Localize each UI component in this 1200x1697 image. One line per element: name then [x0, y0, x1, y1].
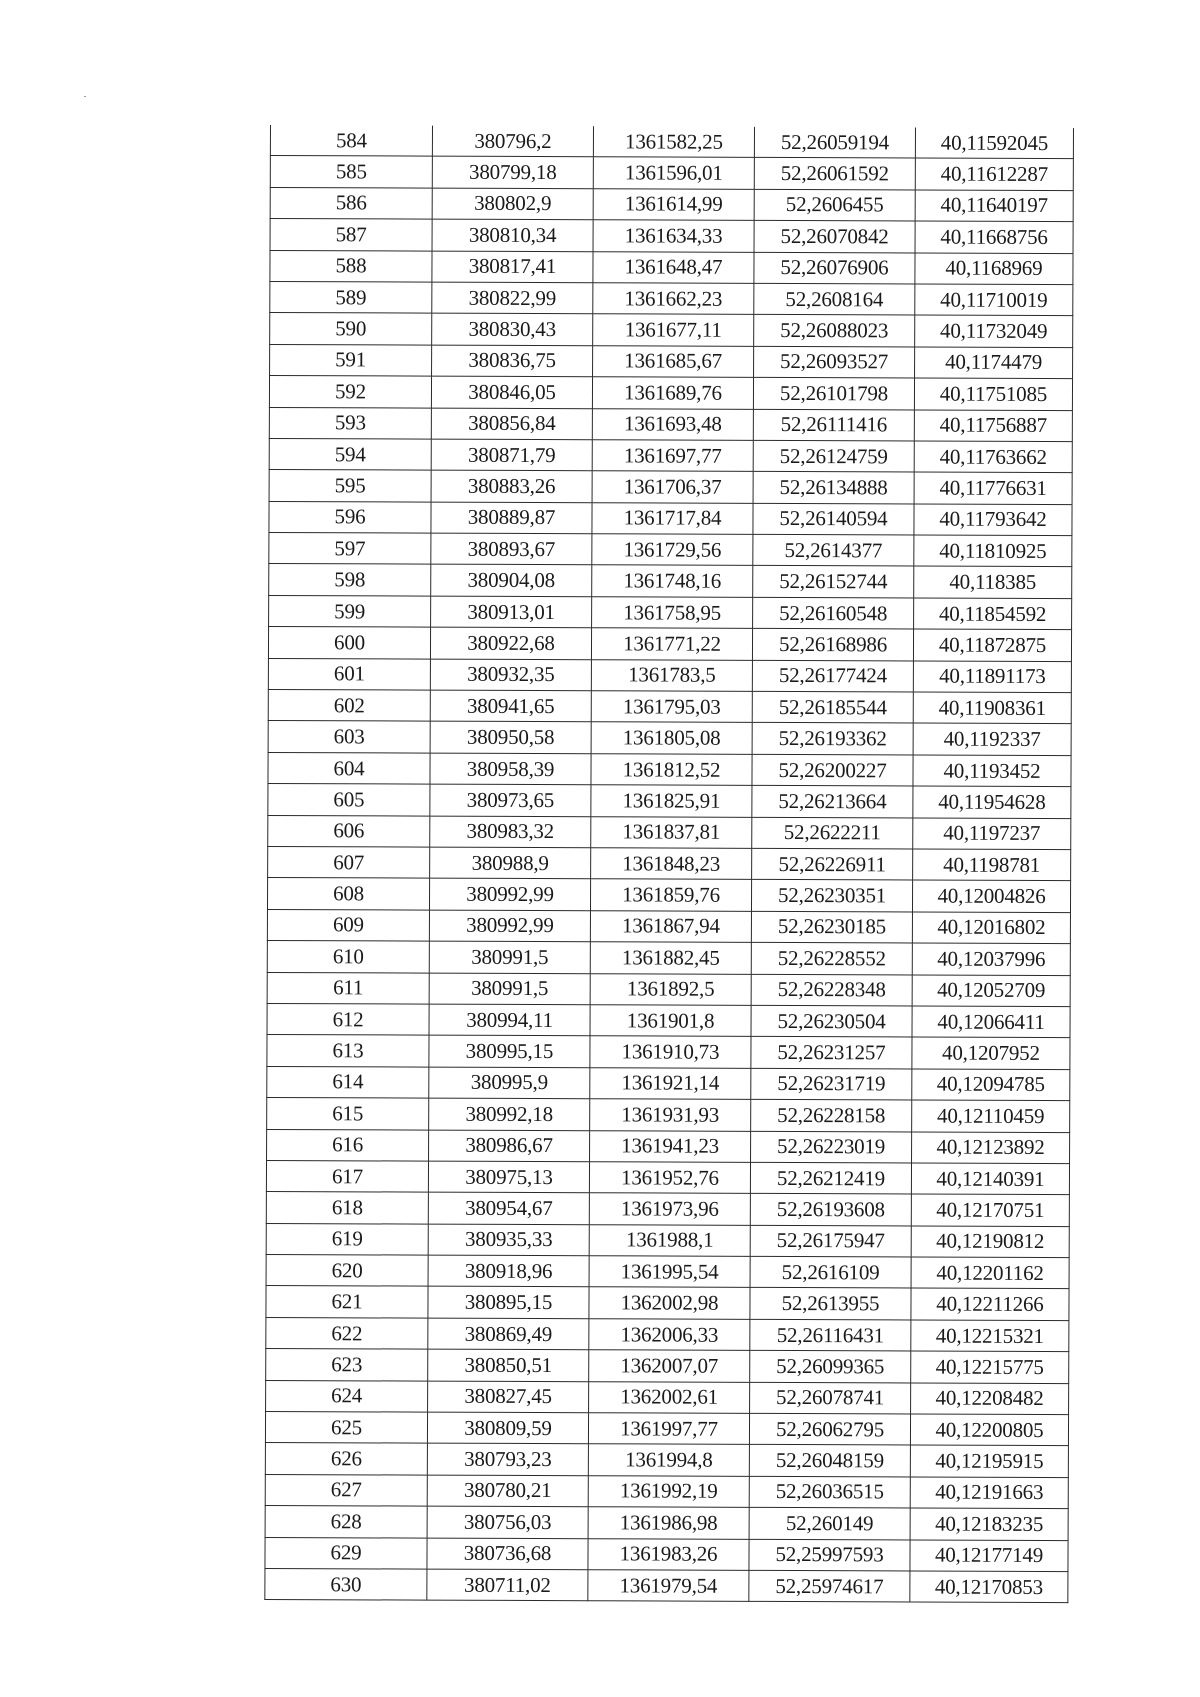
point-number-cell: 621: [266, 1286, 428, 1318]
table-row: [268, 846, 1071, 880]
latitude-cell: 52,26061592: [754, 158, 915, 190]
x-coordinate-cell: 380780,21: [427, 1475, 588, 1507]
x-coordinate-cell: 380983,32: [430, 816, 591, 848]
table-row: [266, 1160, 1069, 1194]
point-number-cell: 605: [268, 784, 430, 816]
point-number-cell: 597: [269, 533, 431, 565]
y-coordinate-cell: 1361995,54: [589, 1256, 750, 1288]
point-number-cell: 619: [266, 1223, 428, 1255]
x-coordinate-cell: 380932,35: [430, 659, 591, 691]
table-row: [266, 1255, 1069, 1289]
latitude-cell: 52,26101798: [753, 377, 914, 409]
point-number-cell: 616: [267, 1129, 429, 1161]
x-coordinate-cell: 380913,01: [431, 596, 592, 628]
table-row: [265, 1443, 1068, 1477]
table-row: [268, 752, 1071, 786]
y-coordinate-cell: 1361748,16: [592, 565, 753, 597]
x-coordinate-cell: 380802,9: [432, 188, 593, 220]
point-number-cell: 584: [270, 125, 432, 157]
longitude-cell: 40,11732049: [915, 315, 1073, 347]
longitude-cell: 40,11891173: [913, 661, 1071, 693]
longitude-cell: 40,11763662: [914, 441, 1072, 473]
longitude-cell: 40,118385: [914, 566, 1072, 598]
latitude-cell: 52,25997593: [749, 1539, 910, 1571]
x-coordinate-cell: 380994,11: [429, 1004, 590, 1036]
y-coordinate-cell: 1361941,23: [590, 1130, 751, 1162]
table-row: [268, 690, 1071, 724]
y-coordinate-cell: 1361867,94: [590, 911, 751, 943]
latitude-cell: 52,26140594: [753, 503, 914, 535]
y-coordinate-cell: 1361882,45: [590, 942, 751, 974]
y-coordinate-cell: 1361634,33: [593, 220, 754, 252]
longitude-cell: 40,11751085: [914, 378, 1072, 410]
x-coordinate-cell: 380889,87: [431, 502, 592, 534]
latitude-cell: 52,26231719: [751, 1068, 912, 1100]
y-coordinate-cell: 1361859,76: [590, 879, 751, 911]
latitude-cell: 52,26059194: [754, 127, 915, 159]
latitude-cell: 52,26168986: [752, 629, 913, 661]
point-number-cell: 611: [267, 972, 429, 1004]
x-coordinate-cell: 380893,67: [431, 533, 592, 565]
longitude-cell: 40,12170751: [911, 1194, 1069, 1226]
y-coordinate-cell: 1362002,61: [589, 1381, 750, 1413]
table-row: [267, 972, 1070, 1006]
x-coordinate-cell: 380822,99: [432, 282, 593, 314]
longitude-cell: 40,11810925: [914, 535, 1072, 567]
latitude-cell: 52,26062795: [749, 1413, 910, 1445]
latitude-cell: 52,2606455: [754, 189, 915, 221]
point-number-cell: 612: [267, 1003, 429, 1035]
point-number-cell: 600: [268, 627, 430, 659]
x-coordinate-cell: 380846,05: [431, 376, 592, 408]
point-number-cell: 613: [267, 1035, 429, 1067]
coordinates-table: [264, 125, 1074, 1603]
table-row: [269, 564, 1072, 598]
point-number-cell: 629: [265, 1537, 427, 1569]
y-coordinate-cell: 1361892,5: [590, 973, 751, 1005]
latitude-cell: 52,26200227: [752, 754, 913, 786]
x-coordinate-cell: 380995,15: [429, 1035, 590, 1067]
table-row: [265, 1474, 1068, 1508]
y-coordinate-cell: 1361979,54: [588, 1570, 749, 1602]
table-row: [268, 815, 1071, 849]
y-coordinate-cell: 1362007,07: [589, 1350, 750, 1382]
longitude-cell: 40,11668756: [915, 221, 1073, 253]
x-coordinate-cell: 380992,99: [429, 878, 590, 910]
point-number-cell: 628: [265, 1506, 427, 1538]
y-coordinate-cell: 1361921,14: [590, 1067, 751, 1099]
longitude-cell: 40,12195915: [910, 1445, 1068, 1477]
latitude-cell: 52,26048159: [749, 1445, 910, 1477]
longitude-cell: 40,12211266: [911, 1288, 1069, 1320]
y-coordinate-cell: 1361973,96: [589, 1193, 750, 1225]
table-row: [266, 1380, 1069, 1414]
y-coordinate-cell: 1361582,25: [593, 126, 754, 158]
table-row: [267, 1098, 1070, 1132]
table-row: [265, 1537, 1068, 1571]
x-coordinate-cell: 380991,5: [429, 941, 590, 973]
x-coordinate-cell: 380895,15: [428, 1287, 589, 1319]
point-number-cell: 587: [270, 219, 432, 251]
longitude-cell: 40,12140391: [911, 1163, 1069, 1195]
point-number-cell: 589: [270, 281, 432, 313]
table-row: [267, 1035, 1070, 1069]
y-coordinate-cell: 1361677,11: [593, 314, 754, 346]
longitude-cell: 40,11793642: [914, 504, 1072, 536]
x-coordinate-cell: 380988,9: [430, 847, 591, 879]
table-row: [265, 1506, 1068, 1540]
point-number-cell: 625: [265, 1412, 427, 1444]
point-number-cell: 617: [266, 1160, 428, 1192]
y-coordinate-cell: 1362006,33: [589, 1319, 750, 1351]
longitude-cell: 40,12170853: [910, 1571, 1068, 1603]
table-row: [267, 1066, 1070, 1100]
latitude-cell: 52,2622211: [752, 817, 913, 849]
longitude-cell: 40,11640197: [915, 190, 1073, 222]
y-coordinate-cell: 1361910,73: [590, 1036, 751, 1068]
y-coordinate-cell: 1361952,76: [589, 1162, 750, 1194]
point-number-cell: 593: [269, 407, 431, 439]
longitude-cell: 40,12110459: [912, 1100, 1070, 1132]
point-number-cell: 622: [266, 1317, 428, 1349]
table-row: [268, 658, 1071, 692]
longitude-cell: 40,1198781: [913, 849, 1071, 881]
latitude-cell: 52,26177424: [752, 660, 913, 692]
y-coordinate-cell: 1361805,08: [591, 722, 752, 754]
latitude-cell: 52,260149: [749, 1508, 910, 1540]
point-number-cell: 604: [268, 752, 430, 784]
x-coordinate-cell: 380856,84: [431, 408, 592, 440]
latitude-cell: 52,26088023: [754, 315, 915, 347]
table-row: [267, 909, 1070, 943]
longitude-cell: 40,12215775: [911, 1351, 1069, 1383]
table-row: [270, 344, 1073, 378]
latitude-cell: 52,26212419: [750, 1162, 911, 1194]
latitude-cell: 52,26124759: [753, 440, 914, 472]
table-row: [270, 187, 1073, 221]
coordinates-table-body: [265, 125, 1074, 1603]
x-coordinate-cell: 380973,65: [430, 784, 591, 816]
latitude-cell: 52,26193362: [752, 723, 913, 755]
point-number-cell: 599: [269, 595, 431, 627]
longitude-cell: 40,12123892: [912, 1131, 1070, 1163]
x-coordinate-cell: 380796,2: [432, 126, 593, 158]
y-coordinate-cell: 1361689,76: [592, 377, 753, 409]
latitude-cell: 52,26152744: [753, 566, 914, 598]
longitude-cell: 40,12190812: [911, 1226, 1069, 1258]
longitude-cell: 40,12016802: [912, 912, 1070, 944]
x-coordinate-cell: 380922,68: [430, 627, 591, 659]
y-coordinate-cell: 1361931,93: [590, 1099, 751, 1131]
x-coordinate-cell: 380799,18: [432, 157, 593, 189]
x-coordinate-cell: 380809,59: [427, 1412, 588, 1444]
longitude-cell: 40,1192337: [913, 723, 1071, 755]
x-coordinate-cell: 380830,43: [432, 313, 593, 345]
point-number-cell: 601: [268, 658, 430, 690]
latitude-cell: 52,26230351: [751, 880, 912, 912]
x-coordinate-cell: 380975,13: [428, 1161, 589, 1193]
longitude-cell: 40,11954628: [913, 786, 1071, 818]
x-coordinate-cell: 380986,67: [429, 1130, 590, 1162]
x-coordinate-cell: 380871,79: [431, 439, 592, 471]
longitude-cell: 40,12177149: [910, 1540, 1068, 1572]
y-coordinate-cell: 1361812,52: [591, 754, 752, 786]
y-coordinate-cell: 1361697,77: [592, 440, 753, 472]
scan-speck: [84, 96, 86, 97]
longitude-cell: 40,12215321: [911, 1320, 1069, 1352]
y-coordinate-cell: 1361848,23: [591, 848, 752, 880]
table-row: [269, 470, 1072, 504]
latitude-cell: 52,25974617: [749, 1570, 910, 1602]
table-row: [268, 721, 1071, 755]
point-number-cell: 606: [268, 815, 430, 847]
x-coordinate-cell: 380935,33: [428, 1224, 589, 1256]
point-number-cell: 627: [265, 1474, 427, 1506]
latitude-cell: 52,26093527: [754, 346, 915, 378]
point-number-cell: 585: [270, 156, 432, 188]
y-coordinate-cell: 1361988,1: [589, 1224, 750, 1256]
point-number-cell: 610: [267, 941, 429, 973]
y-coordinate-cell: 1361986,98: [588, 1507, 749, 1539]
y-coordinate-cell: 1361771,22: [591, 628, 752, 660]
table-row: [269, 501, 1072, 535]
latitude-cell: 52,26228552: [751, 943, 912, 975]
longitude-cell: 40,1207952: [912, 1037, 1070, 1069]
latitude-cell: 52,26036515: [749, 1476, 910, 1508]
table-row: [270, 125, 1073, 159]
point-number-cell: 623: [266, 1349, 428, 1381]
x-coordinate-cell: 380954,67: [428, 1192, 589, 1224]
longitude-cell: 40,12208482: [911, 1383, 1069, 1415]
longitude-cell: 40,12201162: [911, 1257, 1069, 1289]
x-coordinate-cell: 380992,18: [429, 1098, 590, 1130]
longitude-cell: 40,11612287: [915, 158, 1073, 190]
x-coordinate-cell: 380992,99: [429, 910, 590, 942]
y-coordinate-cell: 1361717,84: [592, 502, 753, 534]
table-row: [269, 595, 1072, 629]
latitude-cell: 52,26111416: [753, 409, 914, 441]
x-coordinate-cell: 380869,49: [428, 1318, 589, 1350]
latitude-cell: 52,2608164: [754, 283, 915, 315]
latitude-cell: 52,26175947: [750, 1225, 911, 1257]
y-coordinate-cell: 1361901,8: [590, 1005, 751, 1037]
latitude-cell: 52,26099365: [750, 1351, 911, 1383]
latitude-cell: 52,26076906: [754, 252, 915, 284]
x-coordinate-cell: 380836,75: [432, 345, 593, 377]
longitude-cell: 40,12004826: [912, 880, 1070, 912]
longitude-cell: 40,11854592: [914, 598, 1072, 630]
table-row: [270, 313, 1073, 347]
latitude-cell: 52,26193608: [750, 1194, 911, 1226]
table-row: [266, 1317, 1069, 1351]
x-coordinate-cell: 380950,58: [430, 722, 591, 754]
x-coordinate-cell: 380904,08: [431, 565, 592, 597]
y-coordinate-cell: 1361596,01: [593, 157, 754, 189]
point-number-cell: 588: [270, 250, 432, 282]
latitude-cell: 52,26160548: [753, 597, 914, 629]
latitude-cell: 52,26134888: [753, 472, 914, 504]
table-row: [270, 156, 1073, 190]
x-coordinate-cell: 380793,23: [427, 1444, 588, 1476]
point-number-cell: 630: [265, 1568, 427, 1600]
point-number-cell: 614: [267, 1066, 429, 1098]
x-coordinate-cell: 380883,26: [431, 470, 592, 502]
point-number-cell: 603: [268, 721, 430, 753]
table-row: [267, 878, 1070, 912]
table-row: [266, 1192, 1069, 1226]
longitude-cell: 40,1197237: [913, 818, 1071, 850]
longitude-cell: 40,1168969: [915, 253, 1073, 285]
table-row: [270, 281, 1073, 315]
longitude-cell: 40,11872875: [913, 629, 1071, 661]
x-coordinate-cell: 380850,51: [428, 1349, 589, 1381]
table-row: [265, 1568, 1068, 1602]
y-coordinate-cell: 1361706,37: [592, 471, 753, 503]
table-row: [267, 1129, 1070, 1163]
y-coordinate-cell: 1361648,47: [593, 251, 754, 283]
latitude-cell: 52,26230185: [751, 911, 912, 943]
y-coordinate-cell: 1361825,91: [591, 785, 752, 817]
latitude-cell: 52,26213664: [752, 786, 913, 818]
latitude-cell: 52,2616109: [750, 1256, 911, 1288]
longitude-cell: 40,12066411: [912, 1006, 1070, 1038]
latitude-cell: 52,26223019: [751, 1131, 912, 1163]
point-number-cell: 607: [268, 846, 430, 878]
latitude-cell: 52,26070842: [754, 221, 915, 253]
table-row: [268, 784, 1071, 818]
table-row: [270, 219, 1073, 253]
longitude-cell: 40,12094785: [912, 1069, 1070, 1101]
y-coordinate-cell: 1361997,77: [588, 1413, 749, 1445]
table-row: [269, 376, 1072, 410]
point-number-cell: 586: [270, 187, 432, 219]
longitude-cell: 40,11756887: [914, 409, 1072, 441]
longitude-cell: 40,1174479: [915, 347, 1073, 379]
longitude-cell: 40,12183235: [910, 1508, 1068, 1540]
latitude-cell: 52,26228348: [751, 974, 912, 1006]
latitude-cell: 52,26228158: [751, 1099, 912, 1131]
point-number-cell: 596: [269, 501, 431, 533]
table-row: [270, 250, 1073, 284]
latitude-cell: 52,26116431: [750, 1319, 911, 1351]
latitude-cell: 52,26226911: [752, 848, 913, 880]
y-coordinate-cell: 1361783,5: [591, 659, 752, 691]
point-number-cell: 598: [269, 564, 431, 596]
y-coordinate-cell: 1361758,95: [592, 597, 753, 629]
x-coordinate-cell: 380918,96: [428, 1255, 589, 1287]
longitude-cell: 40,11776631: [914, 472, 1072, 504]
point-number-cell: 594: [269, 438, 431, 470]
point-number-cell: 608: [267, 878, 429, 910]
x-coordinate-cell: 380711,02: [427, 1569, 588, 1601]
point-number-cell: 602: [268, 690, 430, 722]
point-number-cell: 595: [269, 470, 431, 502]
x-coordinate-cell: 380941,65: [430, 690, 591, 722]
latitude-cell: 52,26078741: [750, 1382, 911, 1414]
table-row: [269, 533, 1072, 567]
point-number-cell: 609: [267, 909, 429, 941]
latitude-cell: 52,2614377: [753, 534, 914, 566]
x-coordinate-cell: 380810,34: [432, 219, 593, 251]
latitude-cell: 52,26185544: [752, 691, 913, 723]
point-number-cell: 592: [269, 376, 431, 408]
y-coordinate-cell: 1362002,98: [589, 1287, 750, 1319]
longitude-cell: 40,11710019: [915, 284, 1073, 316]
longitude-cell: 40,1193452: [913, 755, 1071, 787]
x-coordinate-cell: 380958,39: [430, 753, 591, 785]
longitude-cell: 40,11592045: [915, 127, 1073, 158]
point-number-cell: 620: [266, 1255, 428, 1287]
longitude-cell: 40,12200805: [910, 1414, 1068, 1446]
longitude-cell: 40,12037996: [912, 943, 1070, 975]
table-row: [266, 1286, 1069, 1320]
table-row: [267, 941, 1070, 975]
y-coordinate-cell: 1361685,67: [593, 345, 754, 377]
y-coordinate-cell: 1361837,81: [591, 816, 752, 848]
longitude-cell: 40,12052709: [912, 975, 1070, 1007]
point-number-cell: 615: [267, 1098, 429, 1130]
x-coordinate-cell: 380991,5: [429, 973, 590, 1005]
y-coordinate-cell: 1361795,03: [591, 691, 752, 723]
y-coordinate-cell: 1361662,23: [593, 283, 754, 315]
point-number-cell: 624: [266, 1380, 428, 1412]
x-coordinate-cell: 380995,9: [429, 1067, 590, 1099]
table-row: [269, 438, 1072, 472]
point-number-cell: 591: [270, 344, 432, 376]
table-row: [268, 627, 1071, 661]
latitude-cell: 52,2613955: [750, 1288, 911, 1320]
x-coordinate-cell: 380756,03: [427, 1506, 588, 1538]
latitude-cell: 52,26231257: [751, 1037, 912, 1069]
x-coordinate-cell: 380736,68: [427, 1538, 588, 1570]
y-coordinate-cell: 1361614,99: [593, 189, 754, 221]
table-row: [265, 1412, 1068, 1446]
table-row: [266, 1349, 1069, 1383]
y-coordinate-cell: 1361994,8: [588, 1444, 749, 1476]
y-coordinate-cell: 1361729,56: [592, 534, 753, 566]
x-coordinate-cell: 380827,45: [428, 1381, 589, 1413]
y-coordinate-cell: 1361693,48: [592, 408, 753, 440]
y-coordinate-cell: 1361983,26: [588, 1538, 749, 1570]
latitude-cell: 52,26230504: [751, 1005, 912, 1037]
point-number-cell: 590: [270, 313, 432, 345]
longitude-cell: 40,11908361: [913, 692, 1071, 724]
y-coordinate-cell: 1361992,19: [588, 1476, 749, 1508]
point-number-cell: 626: [265, 1443, 427, 1475]
table-row: [266, 1223, 1069, 1257]
point-number-cell: 618: [266, 1192, 428, 1224]
longitude-cell: 40,12191663: [910, 1477, 1068, 1509]
table-row: [267, 1003, 1070, 1037]
x-coordinate-cell: 380817,41: [432, 251, 593, 283]
table-row: [269, 407, 1072, 441]
